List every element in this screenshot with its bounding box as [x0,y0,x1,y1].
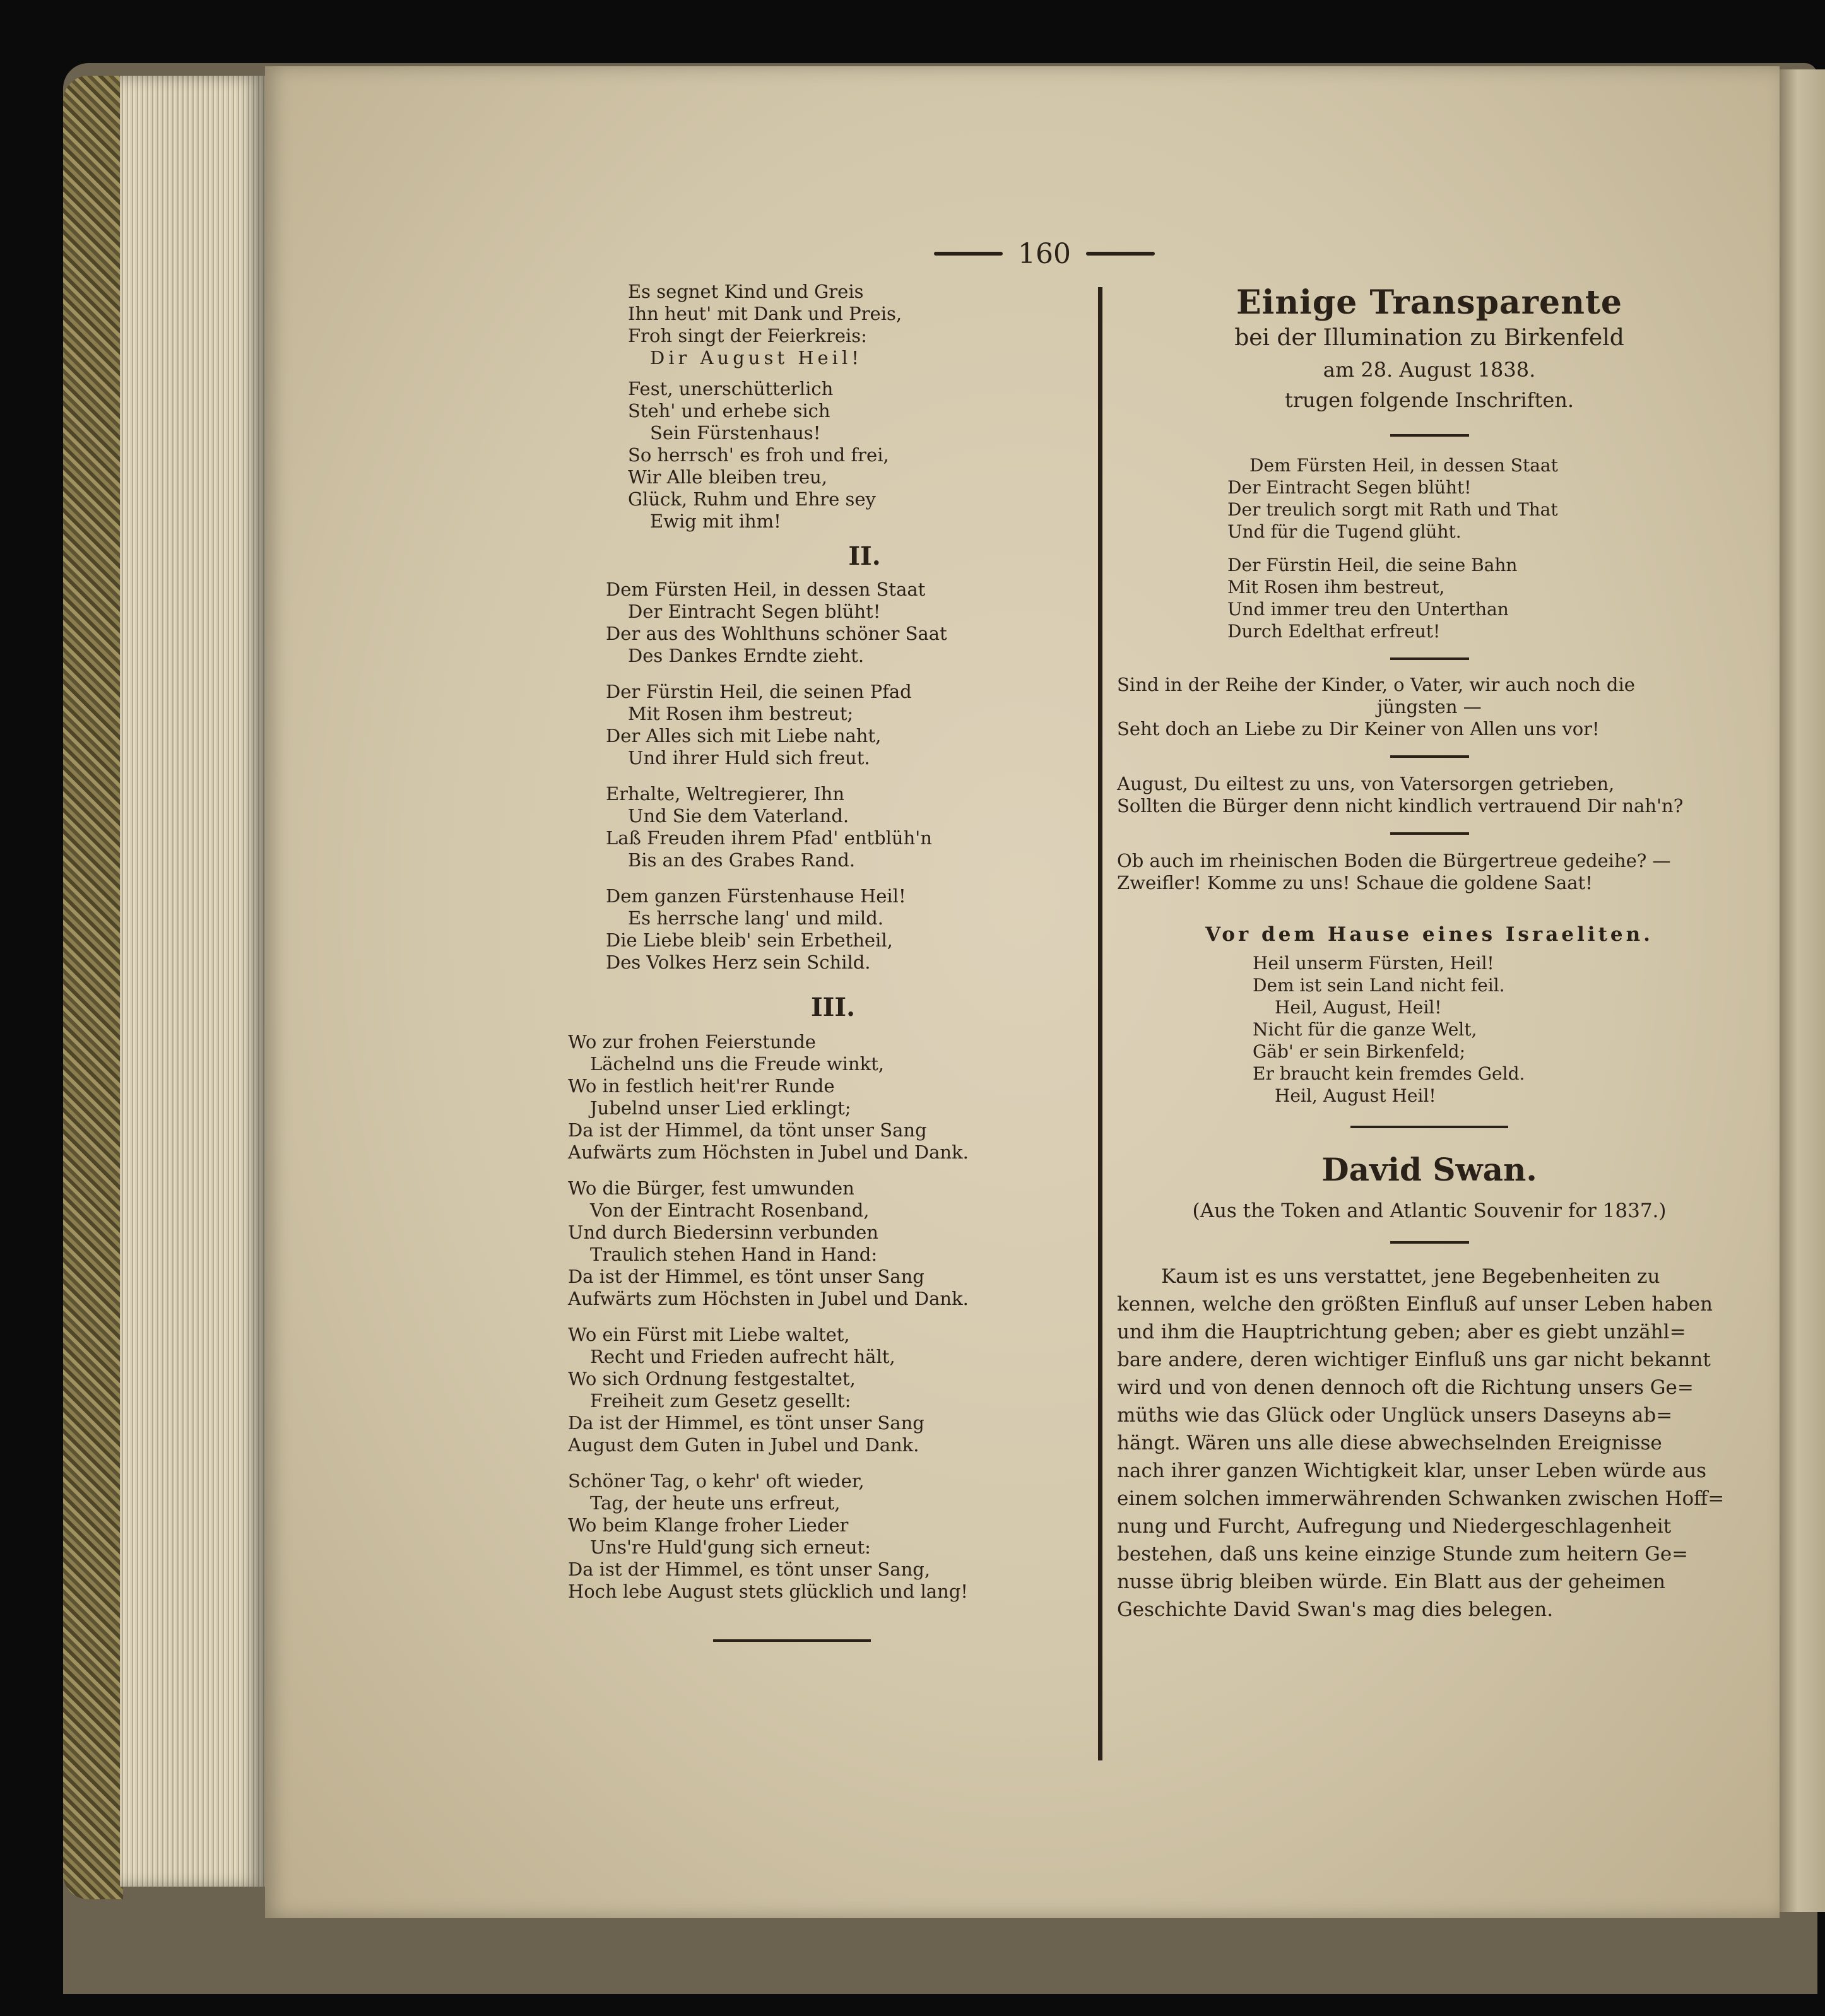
verse-line: Ihn heut' mit Dank und Preis, [628,303,902,324]
verse-line: Und ihrer Huld sich freut. [628,747,870,769]
verse-1 [1117,454,1742,543]
verse-line: Gäb' er sein Birkenfeld; [1253,1041,1465,1062]
verse-line: Wo beim Klange froher Lieder [568,1514,849,1536]
verse-line: Da ist der Himmel, es tönt unser Sang, [568,1559,931,1580]
left-column [555,281,1073,1783]
divider [1390,434,1469,437]
verse-line: Laß Freuden ihrem Pfad' entblüh'n [606,827,932,849]
verse-line: Heil, August, Heil! [1275,997,1442,1018]
stanza [606,681,1073,769]
verse-line: Und Sie dem Vaterland. [628,805,849,827]
divider [1390,1241,1469,1244]
page-edges [120,76,265,1887]
verse-line: Sein Fürstenhaus! [650,422,821,444]
section-ii [555,579,1073,974]
header-rule-left [934,252,1003,256]
verse-line: Von der Eintracht Rosenband, [590,1200,870,1221]
verse-line: Der Alles sich mit Liebe naht, [606,725,882,746]
story-title: David Swan. [1321,1151,1537,1188]
distich-2 [1117,773,1742,817]
stanza [606,783,1073,871]
verse-line: Sind in der Reihe der Kinder, o Vater, wir auch noch die [1117,674,1635,695]
verse-line: Ob auch im rheinischen Boden die Bürgertreue gedeihe? — [1117,850,1671,871]
page-number: 160 [1018,237,1071,270]
stanza [568,1324,1073,1456]
verse-line: Jubelnd unser Lied erklingt; [590,1097,851,1119]
book-spine [63,76,123,1899]
verse-line: Da ist der Himmel, es tönt unser Sang [568,1412,924,1434]
stanza [568,1470,1073,1603]
end-rule [713,1639,871,1642]
israeliten-heading: Vor dem Hause eines Israeliten. [1205,923,1653,946]
verse-line: Heil, August Heil! [1275,1085,1436,1106]
transparente-subtitle-1: bei der Illumination zu Birkenfeld [1234,325,1624,351]
section-heading-iii: III. [810,993,856,1022]
header-rule-right [1086,252,1155,256]
verse-line: Und für die Tugend glüht. [1227,521,1462,542]
prose-line: hängt. Wären uns alle diese abwechselnden Ereignisse [1117,1432,1662,1454]
prose-line: nach ihrer ganzen Wichtigkeit klar, unser Leben würde aus [1117,1459,1707,1482]
right-column [1117,281,1742,1783]
verse-line: Er braucht kein fremdes Geld. [1253,1063,1525,1084]
verse-line: Dem Fürsten Heil, in dessen Staat [606,579,926,600]
verse-line: Lächelnd uns die Freude winkt, [590,1053,885,1075]
verse-line: Dir August Heil! [650,347,863,368]
verse-line: Wo sich Ordnung festgestaltet, [568,1368,856,1389]
prose-line: nung und Furcht, Aufregung und Niedergeschlagenheit [1117,1515,1672,1538]
verse-line: August, Du eiltest zu uns, von Vatersorgen getrieben, [1117,773,1615,794]
divider [1350,1126,1508,1128]
verse-line: Die Liebe bleib' sein Erbetheil, [606,929,893,951]
verse-line: Recht und Frieden aufrecht hält, [590,1346,895,1367]
next-page-edge [1780,69,1825,1912]
prose-line: nusse übrig bleiben würde. Ein Blatt aus der geheimen [1117,1571,1665,1593]
stanza [568,1031,1073,1164]
story-source: (Aus the Token and Atlantic Souvenir for 1837.) [1192,1200,1667,1222]
verse-line: Aufwärts zum Höchsten in Jubel und Dank. [568,1288,969,1309]
stanza [568,1177,1073,1310]
verse-line: Des Dankes Erndte zieht. [628,645,865,666]
divider [1390,755,1469,758]
prose-line: bare andere, deren wichtiger Einfluß uns gar nicht bekannt [1117,1348,1711,1371]
verse-line: Zweifler! Komme zu uns! Schaue die goldene Saat! [1117,872,1593,893]
verse-line: Der Eintracht Segen blüht! [628,601,881,622]
verse-line: Steh' und erhebe sich [628,400,830,421]
verse-line: Wo die Bürger, fest umwunden [568,1177,854,1199]
column-divider [1098,287,1102,1760]
verse-line: Da ist der Himmel, es tönt unser Sang [568,1266,924,1287]
verse-line: Sollten die Bürger denn nicht kindlich vertrauend Dir nah'n? [1117,795,1684,816]
verse-line: Schöner Tag, o kehr' oft wieder, [568,1470,865,1492]
verse-line: Wo ein Fürst mit Liebe waltet, [568,1324,850,1345]
verse-line: Dem ganzen Fürstenhause Heil! [606,885,906,907]
stanza-top-1 [555,281,1073,369]
verse-line: Der Fürstin Heil, die seine Bahn [1227,555,1518,575]
verse-line: Dem ist sein Land nicht feil. [1253,975,1505,996]
verse-line: Und immer treu den Unterthan [1227,599,1509,620]
verse-line: Durch Edelthat erfreut! [1227,621,1441,642]
verse-line: Der Fürstin Heil, die seinen Pfad [606,681,912,702]
verse-line: Es segnet Kind und Greis [628,281,864,302]
verse-line: Hoch lebe August stets glücklich und lang! [568,1581,968,1602]
verse-line: Der treulich sorgt mit Rath und That [1227,499,1558,520]
divider [1390,657,1469,660]
prose-line: Geschichte David Swan's mag dies belegen. [1117,1598,1554,1621]
verse-line: Aufwärts zum Höchsten in Jubel und Dank. [568,1141,969,1163]
prose-line: und ihm die Hauptrichtung geben; aber es giebt unzähl= [1117,1321,1686,1343]
distich-1 [1117,674,1742,740]
stanza-top-2 [555,378,1073,533]
prose-line: bestehen, daß uns keine einzige Stunde zum heitern Ge= [1117,1543,1689,1565]
page-number-header [934,235,1155,273]
prose-line: kennen, welche den größten Einfluß auf unser Leben haben [1117,1293,1713,1316]
verse-2 [1117,554,1742,642]
verse-line: Fest, unerschütterlich [628,378,834,399]
israeliten-verse [1117,952,1742,1107]
verse-line: Und durch Biedersinn verbunden [568,1222,878,1243]
verse-line: Traulich stehen Hand in Hand: [590,1244,878,1265]
transparente-title: Einige Transparente [1236,283,1623,322]
verse-line: Erhalte, Weltregierer, Ihn [606,783,845,805]
verse-line: Nicht für die ganze Welt, [1253,1019,1477,1040]
section-iii [555,1031,1073,1603]
verse-line: August dem Guten in Jubel und Dank. [568,1434,919,1456]
transparente-subtitle-2: am 28. August 1838. [1323,358,1536,382]
prose-line: wird und von denen dennoch oft die Richtung unsers Ge= [1117,1376,1694,1399]
stanza [606,579,1073,667]
verse-line: Der aus des Wohlthuns schöner Saat [606,623,947,644]
verse-line: Wo in festlich heit'rer Runde [568,1075,835,1097]
verse-line: Wir Alle bleiben treu, [628,466,827,488]
verse-line: Freiheit zum Gesetz gesellt: [590,1390,851,1412]
verse-line: So herrsch' es froh und frei, [628,444,889,466]
verse-line: Mit Rosen ihm bestreut; [628,703,854,724]
prose-line: Kaum ist es uns verstattet, jene Begebenheiten zu [1161,1265,1660,1288]
verse-line: Heil unserm Fürsten, Heil! [1253,953,1494,974]
verse-line: Es herrsche lang' und mild. [628,907,883,929]
verse-line: Tag, der heute uns erfreut, [590,1492,841,1514]
verse-line: Uns're Huld'gung sich erneut: [590,1536,871,1558]
verse-line: jüngsten — [1377,696,1482,717]
verse-line: Des Volkes Herz sein Schild. [606,952,871,973]
prose-line: einem solchen immerwährenden Schwanken zwischen Hoff= [1117,1487,1725,1510]
verse-line: Mit Rosen ihm bestreut, [1227,577,1445,598]
verse-line: Froh singt der Feierkreis: [628,325,867,346]
divider [1390,832,1469,835]
stanza [606,885,1073,974]
prose-line: müths wie das Glück oder Unglück unsers Daseyns ab= [1117,1404,1673,1427]
verse-line: Der Eintracht Segen blüht! [1227,477,1472,498]
verse-line: Seht doch an Liebe zu Dir Keiner von Allen uns vor! [1117,718,1600,740]
section-heading-ii: II. [848,541,881,571]
verse-line: Wo zur frohen Feierstunde [568,1031,816,1052]
verse-line: Glück, Ruhm und Ehre sey [628,488,876,510]
verse-line: Da ist der Himmel, da tönt unser Sang [568,1119,927,1141]
story-paragraph [1117,1263,1742,1624]
transparente-subtitle-3: trugen folgende Inschriften. [1284,388,1574,412]
distich-3 [1117,850,1742,894]
verse-line: Dem Fürsten Heil, in dessen Staat [1249,455,1558,476]
verse-line: Bis an des Grabes Rand. [628,849,856,871]
verse-line: Ewig mit ihm! [650,510,781,532]
